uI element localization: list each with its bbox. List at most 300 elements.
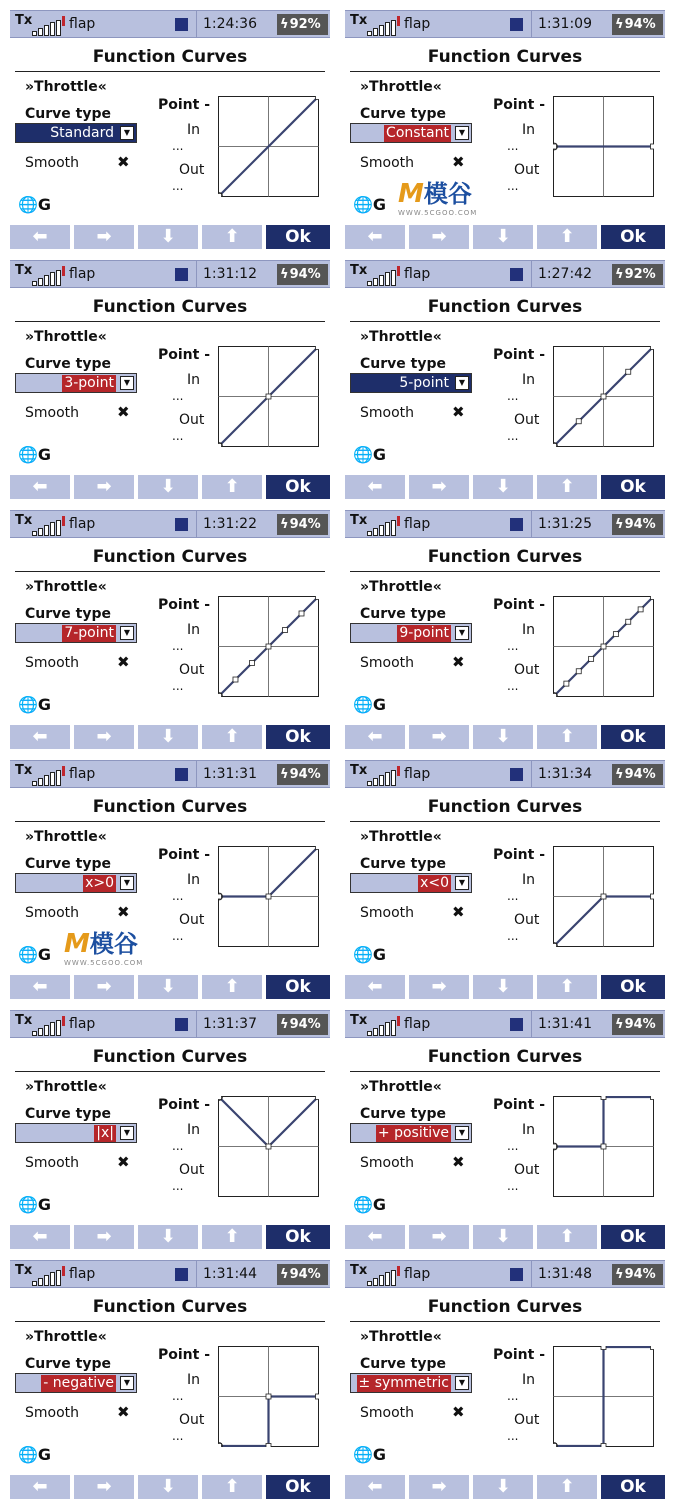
battery-indicator: ϟ94%: [612, 514, 663, 535]
battery-indicator: ϟ94%: [277, 1014, 328, 1035]
smooth-toggle[interactable]: ✖: [452, 153, 465, 171]
right-arrow-button[interactable]: ➡: [74, 1475, 134, 1499]
in-value: ...: [507, 139, 519, 153]
chevron-down-icon[interactable]: ▼: [455, 1376, 469, 1390]
timer: 1:31:34: [538, 766, 592, 782]
ok-button[interactable]: Ok: [266, 975, 330, 999]
function-name: »Throttle«: [25, 329, 107, 345]
curve-point: [601, 894, 606, 899]
globe-icon[interactable]: 🌐G: [18, 945, 52, 964]
right-arrow-button[interactable]: ➡: [74, 1225, 134, 1249]
function-name: »Throttle«: [360, 829, 442, 845]
status-bar: [345, 260, 665, 288]
out-label: Out: [514, 1162, 540, 1178]
curve-type-label: Curve type: [360, 356, 446, 372]
status-square-icon: [175, 1268, 188, 1281]
function-name: »Throttle«: [25, 79, 107, 95]
tx-label: Tx: [15, 263, 33, 278]
down-arrow-button[interactable]: ⬇: [138, 975, 198, 999]
up-arrow-button[interactable]: ⬆: [537, 725, 597, 749]
globe-icon[interactable]: 🌐G: [18, 1445, 52, 1464]
lightning-icon: ϟ: [615, 17, 624, 32]
up-arrow-button[interactable]: ⬆: [537, 225, 597, 249]
ok-button[interactable]: Ok: [601, 975, 665, 999]
battery-indicator: ϟ94%: [612, 764, 663, 785]
curve-point: [316, 1096, 320, 1100]
curve-type-select[interactable]: [15, 873, 137, 893]
out-value: ...: [172, 1179, 184, 1193]
right-arrow-button[interactable]: ➡: [74, 725, 134, 749]
globe-icon[interactable]: 🌐G: [353, 1195, 387, 1214]
model-name: flap: [404, 1266, 431, 1282]
chevron-down-icon[interactable]: ▼: [120, 876, 134, 890]
smooth-label: Smooth: [25, 405, 80, 421]
nav-bar: [345, 975, 665, 999]
tx-label: Tx: [15, 763, 33, 778]
status-square-icon: [175, 268, 188, 281]
curve-type-select[interactable]: [350, 373, 472, 393]
curve-type-value: Standard: [50, 125, 114, 141]
page-title: Function Curves: [92, 47, 248, 67]
down-arrow-button[interactable]: ⬇: [473, 225, 533, 249]
down-arrow-button[interactable]: ⬇: [138, 1225, 198, 1249]
battery-indicator: ϟ94%: [277, 1264, 328, 1285]
model-name: flap: [404, 266, 431, 282]
curve-point: [218, 1444, 222, 1448]
curve-point: [266, 894, 271, 899]
curve-graph: [553, 1346, 654, 1447]
page-title: Function Curves: [427, 797, 583, 817]
globe-icon[interactable]: 🌐G: [18, 445, 52, 464]
right-arrow-button[interactable]: ➡: [409, 725, 469, 749]
down-arrow-button[interactable]: ⬇: [473, 725, 533, 749]
curve-graph: [553, 1096, 654, 1197]
left-arrow-button[interactable]: ⬅: [10, 225, 70, 249]
down-arrow-button[interactable]: ⬇: [473, 975, 533, 999]
smooth-toggle[interactable]: ✖: [452, 1153, 465, 1171]
title-divider: [15, 71, 325, 72]
right-arrow-button[interactable]: ➡: [409, 1225, 469, 1249]
title-divider: [15, 821, 325, 822]
receiver-indicator-icon: [62, 266, 65, 276]
in-label: In: [187, 372, 201, 388]
point-label: Point -: [493, 1097, 546, 1113]
out-value: ...: [507, 929, 519, 943]
chevron-down-icon[interactable]: ▼: [455, 376, 469, 390]
ok-button[interactable]: Ok: [266, 225, 330, 249]
ok-button[interactable]: Ok: [601, 225, 665, 249]
curve-point: [266, 1144, 271, 1149]
curve-type-value: ± symmetric: [358, 1375, 449, 1391]
status-bar: [345, 10, 665, 38]
smooth-label: Smooth: [360, 905, 415, 921]
battery-indicator: ϟ92%: [612, 264, 663, 285]
status-square-icon: [175, 518, 188, 531]
globe-icon[interactable]: 🌐G: [353, 945, 387, 964]
right-arrow-button[interactable]: ➡: [74, 975, 134, 999]
left-arrow-button[interactable]: ⬅: [345, 1225, 405, 1249]
point-label: Point -: [493, 1347, 546, 1363]
curve-point: [553, 1444, 557, 1448]
in-label: In: [522, 622, 536, 638]
status-square-icon: [510, 1268, 523, 1281]
nav-bar: [10, 475, 330, 499]
out-value: ...: [172, 179, 184, 193]
out-label: Out: [514, 1412, 540, 1428]
in-value: ...: [507, 389, 519, 403]
curve-point: [553, 144, 557, 149]
chevron-down-icon[interactable]: ▼: [455, 626, 469, 640]
divider: [531, 1011, 532, 1038]
tx-label: Tx: [15, 513, 33, 528]
divider: [196, 261, 197, 288]
chevron-down-icon[interactable]: ▼: [120, 126, 134, 140]
title-divider: [350, 821, 660, 822]
up-arrow-button[interactable]: ⬆: [537, 1225, 597, 1249]
divider: [531, 511, 532, 538]
title-divider: [350, 321, 660, 322]
in-label: In: [187, 1372, 201, 1388]
down-arrow-button[interactable]: ⬇: [138, 475, 198, 499]
left-arrow-button[interactable]: ⬅: [10, 975, 70, 999]
left-arrow-button[interactable]: ⬅: [10, 725, 70, 749]
receiver-indicator-icon: [397, 1266, 400, 1276]
point-label: Point -: [158, 597, 211, 613]
title-divider: [350, 71, 660, 72]
down-arrow-button[interactable]: ⬇: [138, 225, 198, 249]
left-arrow-button[interactable]: ⬅: [10, 1225, 70, 1249]
smooth-label: Smooth: [360, 405, 415, 421]
smooth-label: Smooth: [25, 1155, 80, 1171]
curve-point: [638, 607, 643, 612]
curve-type-label: Curve type: [25, 356, 111, 372]
left-arrow-button[interactable]: ⬅: [10, 475, 70, 499]
status-square-icon: [510, 268, 523, 281]
receiver-indicator-icon: [62, 1016, 65, 1026]
curve-point: [651, 346, 655, 350]
curve-point: [626, 369, 631, 374]
smooth-label: Smooth: [25, 155, 80, 171]
out-value: ...: [507, 429, 519, 443]
curve-type-label: Curve type: [360, 606, 446, 622]
tx-label: Tx: [15, 1263, 33, 1278]
curve-type-select[interactable]: [350, 873, 472, 893]
right-arrow-button[interactable]: ➡: [409, 1475, 469, 1499]
globe-icon[interactable]: 🌐G: [353, 445, 387, 464]
curve-point: [553, 1144, 557, 1149]
function-name: »Throttle«: [360, 79, 442, 95]
tx-label: Tx: [350, 1013, 368, 1028]
curve-point: [316, 1394, 320, 1399]
curve-point: [266, 644, 271, 649]
lightning-icon: ϟ: [280, 1267, 289, 1282]
title-divider: [350, 571, 660, 572]
lightning-icon: ϟ: [280, 17, 289, 32]
ok-button[interactable]: Ok: [266, 1475, 330, 1499]
out-value: ...: [507, 679, 519, 693]
curve-type-value: x<0: [420, 875, 449, 891]
curve-point: [651, 1346, 655, 1350]
smooth-toggle[interactable]: ✖: [452, 903, 465, 921]
function-curves-screen: [345, 510, 665, 760]
smooth-toggle[interactable]: ✖: [117, 903, 130, 921]
curve-type-value: |x|: [96, 1125, 114, 1141]
right-arrow-button[interactable]: ➡: [74, 225, 134, 249]
smooth-toggle[interactable]: ✖: [452, 1403, 465, 1421]
model-name: flap: [69, 1016, 96, 1032]
divider: [196, 511, 197, 538]
out-label: Out: [514, 912, 540, 928]
curve-type-label: Curve type: [360, 106, 446, 122]
curve-point: [250, 660, 255, 665]
page-title: Function Curves: [427, 547, 583, 567]
nav-bar: [345, 225, 665, 249]
function-name: »Throttle«: [360, 1329, 442, 1345]
function-name: »Throttle«: [360, 329, 442, 345]
curve-point: [651, 894, 655, 899]
smooth-toggle[interactable]: ✖: [452, 653, 465, 671]
divider: [196, 761, 197, 788]
smooth-label: Smooth: [25, 905, 80, 921]
curve-type-select[interactable]: [15, 1123, 137, 1143]
battery-indicator: ϟ94%: [612, 1264, 663, 1285]
curve-type-select[interactable]: [15, 373, 137, 393]
up-arrow-button[interactable]: ⬆: [202, 1225, 262, 1249]
tx-label: Tx: [15, 13, 33, 28]
globe-icon[interactable]: 🌐G: [18, 695, 52, 714]
nav-bar: [345, 725, 665, 749]
left-arrow-button[interactable]: ⬅: [345, 1475, 405, 1499]
smooth-label: Smooth: [25, 655, 80, 671]
globe-icon[interactable]: 🌐G: [353, 195, 387, 214]
curve-point: [218, 694, 222, 698]
globe-icon[interactable]: 🌐G: [18, 1195, 52, 1214]
left-arrow-button[interactable]: ⬅: [345, 975, 405, 999]
in-value: ...: [172, 389, 184, 403]
curve-point: [299, 611, 304, 616]
status-bar: [10, 1010, 330, 1038]
ok-button[interactable]: Ok: [601, 475, 665, 499]
up-arrow-button[interactable]: ⬆: [537, 1475, 597, 1499]
function-name: »Throttle«: [360, 1079, 442, 1095]
watermark-logo: M模谷 WWW.5CGOO.COM: [64, 929, 144, 967]
left-arrow-button[interactable]: ⬅: [345, 475, 405, 499]
out-value: ...: [172, 929, 184, 943]
curve-type-value: 5-point: [399, 375, 449, 391]
timer: 1:31:37: [203, 1016, 257, 1032]
function-name: »Throttle«: [360, 579, 442, 595]
curve-type-value: + positive: [377, 1125, 449, 1141]
curve-graph: [218, 1346, 319, 1447]
in-label: In: [522, 372, 536, 388]
right-arrow-button[interactable]: ➡: [409, 975, 469, 999]
out-label: Out: [179, 412, 205, 428]
battery-indicator: ϟ94%: [277, 514, 328, 535]
ok-button[interactable]: Ok: [266, 475, 330, 499]
out-label: Out: [179, 912, 205, 928]
timer: 1:31:12: [203, 266, 257, 282]
timer: 1:31:09: [538, 16, 592, 32]
nav-bar: [10, 975, 330, 999]
function-curves-screen: [10, 510, 330, 760]
curve-type-select[interactable]: [350, 1123, 472, 1143]
left-arrow-button[interactable]: ⬅: [10, 1475, 70, 1499]
point-label: Point -: [493, 97, 546, 113]
curve-point: [651, 1096, 655, 1100]
page-title: Function Curves: [92, 1297, 248, 1317]
status-square-icon: [510, 18, 523, 31]
page-title: Function Curves: [427, 1297, 583, 1317]
nav-bar: [10, 725, 330, 749]
down-arrow-button[interactable]: ⬇: [138, 1475, 198, 1499]
page-title: Function Curves: [427, 297, 583, 317]
curve-graph: [218, 346, 319, 447]
receiver-indicator-icon: [62, 766, 65, 776]
curve-point: [282, 628, 287, 633]
up-arrow-button[interactable]: ⬆: [202, 975, 262, 999]
function-curves-screen: [345, 1010, 665, 1260]
curve-type-select[interactable]: [350, 623, 472, 643]
point-label: Point -: [493, 597, 546, 613]
curve-point: [601, 1346, 606, 1350]
function-name: »Throttle«: [25, 829, 107, 845]
model-name: flap: [69, 266, 96, 282]
out-value: ...: [172, 679, 184, 693]
title-divider: [15, 1071, 325, 1072]
curve-type-select[interactable]: [15, 123, 137, 143]
watermark-logo: M模谷 WWW.5CGOO.COM: [398, 179, 478, 217]
chevron-down-icon[interactable]: ▼: [120, 1126, 134, 1140]
in-value: ...: [172, 639, 184, 653]
smooth-toggle[interactable]: ✖: [117, 153, 130, 171]
lightning-icon: ϟ: [280, 767, 289, 782]
out-value: ...: [172, 1429, 184, 1443]
curve-point: [601, 394, 606, 399]
curve-graph: [218, 846, 319, 947]
divider: [531, 761, 532, 788]
model-name: flap: [69, 16, 96, 32]
up-arrow-button[interactable]: ⬆: [202, 225, 262, 249]
globe-icon[interactable]: 🌐G: [18, 195, 52, 214]
right-arrow-button[interactable]: ➡: [74, 475, 134, 499]
curve-type-value: 7-point: [64, 625, 114, 641]
status-square-icon: [510, 518, 523, 531]
in-label: In: [522, 122, 536, 138]
ok-button[interactable]: Ok: [266, 725, 330, 749]
curve-type-select[interactable]: [350, 1373, 472, 1393]
smooth-toggle[interactable]: ✖: [452, 403, 465, 421]
curve-point: [218, 444, 222, 448]
curve-type-label: Curve type: [25, 106, 111, 122]
up-arrow-button[interactable]: ⬆: [202, 1475, 262, 1499]
chevron-down-icon[interactable]: ▼: [120, 626, 134, 640]
function-curves-screen: [10, 1010, 330, 1260]
model-name: flap: [404, 16, 431, 32]
in-value: ...: [507, 1139, 519, 1153]
smooth-toggle[interactable]: ✖: [117, 1403, 130, 1421]
status-bar: [10, 510, 330, 538]
function-curves-screen: [10, 760, 330, 1010]
right-arrow-button[interactable]: ➡: [409, 475, 469, 499]
left-arrow-button[interactable]: ⬅: [345, 225, 405, 249]
down-arrow-button[interactable]: ⬇: [473, 1225, 533, 1249]
down-arrow-button[interactable]: ⬇: [473, 475, 533, 499]
curve-point: [218, 1096, 222, 1100]
function-curves-screen: [345, 260, 665, 510]
model-name: flap: [69, 516, 96, 532]
up-arrow-button[interactable]: ⬆: [202, 475, 262, 499]
tx-label: Tx: [350, 263, 368, 278]
receiver-indicator-icon: [62, 1266, 65, 1276]
battery-indicator: ϟ94%: [277, 764, 328, 785]
left-arrow-button[interactable]: ⬅: [345, 725, 405, 749]
curve-point: [218, 194, 222, 198]
function-curves-screen: [345, 1260, 665, 1510]
chevron-down-icon[interactable]: ▼: [455, 1126, 469, 1140]
tx-label: Tx: [350, 13, 368, 28]
point-label: Point -: [493, 847, 546, 863]
smooth-toggle[interactable]: ✖: [117, 653, 130, 671]
curve-type-select[interactable]: [350, 123, 472, 143]
smooth-toggle[interactable]: ✖: [117, 1153, 130, 1171]
divider: [531, 11, 532, 38]
curve-point: [553, 944, 557, 948]
receiver-indicator-icon: [62, 516, 65, 526]
curve-point: [266, 1394, 271, 1399]
out-label: Out: [514, 662, 540, 678]
chevron-down-icon[interactable]: ▼: [455, 876, 469, 890]
up-arrow-button[interactable]: ⬆: [537, 975, 597, 999]
curve-type-select[interactable]: [15, 1373, 137, 1393]
status-bar: [10, 260, 330, 288]
function-name: »Throttle«: [25, 1079, 107, 1095]
function-name: »Throttle«: [25, 579, 107, 595]
title-divider: [350, 1071, 660, 1072]
ok-button[interactable]: Ok: [601, 725, 665, 749]
chevron-down-icon[interactable]: ▼: [120, 376, 134, 390]
globe-icon[interactable]: 🌐G: [353, 695, 387, 714]
point-label: Point -: [158, 1347, 211, 1363]
curve-type-value: - negative: [43, 1375, 114, 1391]
down-arrow-button[interactable]: ⬇: [138, 725, 198, 749]
status-bar: [10, 10, 330, 38]
out-value: ...: [507, 179, 519, 193]
in-value: ...: [507, 889, 519, 903]
page-title: Function Curves: [92, 1047, 248, 1067]
curve-graph: [553, 96, 654, 197]
ok-button[interactable]: Ok: [601, 1225, 665, 1249]
down-arrow-button[interactable]: ⬇: [473, 1475, 533, 1499]
ok-button[interactable]: Ok: [601, 1475, 665, 1499]
ok-button[interactable]: Ok: [266, 1225, 330, 1249]
nav-bar: [345, 1225, 665, 1249]
globe-icon[interactable]: 🌐G: [353, 1445, 387, 1464]
up-arrow-button[interactable]: ⬆: [202, 725, 262, 749]
curve-point: [601, 644, 606, 649]
lightning-icon: ϟ: [280, 517, 289, 532]
right-arrow-button[interactable]: ➡: [409, 225, 469, 249]
up-arrow-button[interactable]: ⬆: [537, 475, 597, 499]
curve-point: [266, 394, 271, 399]
curve-type-value: Constant: [386, 125, 449, 141]
title-divider: [15, 571, 325, 572]
chevron-down-icon[interactable]: ▼: [455, 126, 469, 140]
out-label: Out: [179, 1412, 205, 1428]
timer: 1:27:42: [538, 266, 592, 282]
smooth-toggle[interactable]: ✖: [117, 403, 130, 421]
chevron-down-icon[interactable]: ▼: [120, 1376, 134, 1390]
curve-type-select[interactable]: [15, 623, 137, 643]
